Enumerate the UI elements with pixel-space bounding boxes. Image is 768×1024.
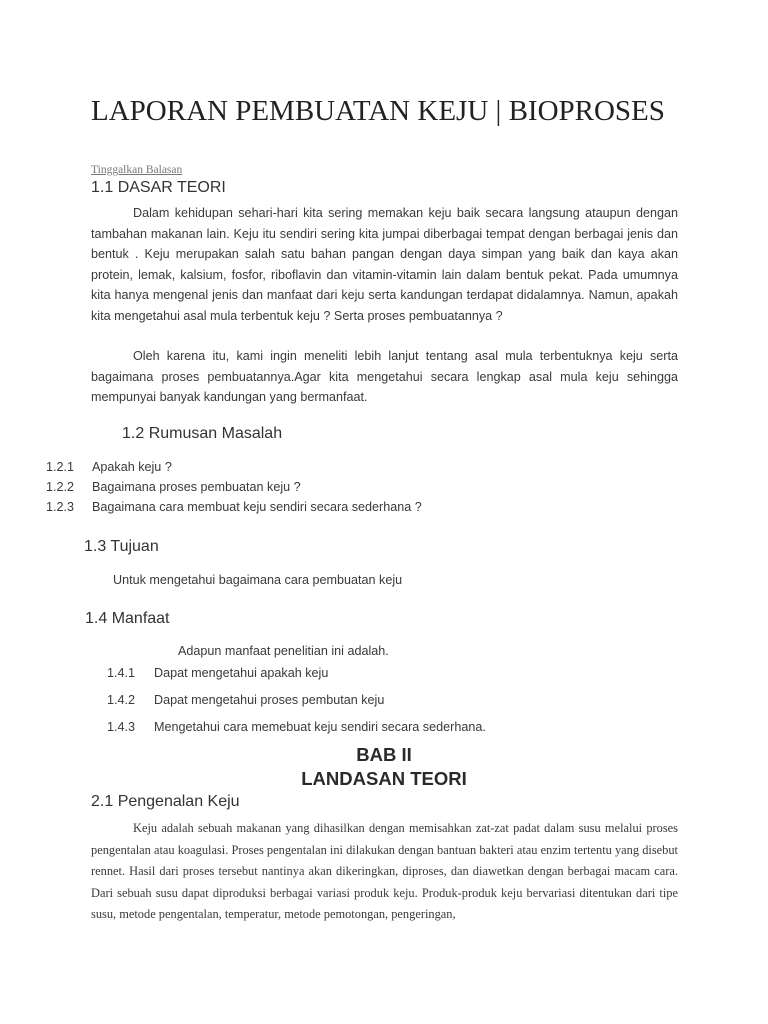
manfaat-item	[107, 693, 384, 707]
rumusan-item-number: 1.2.1	[46, 460, 75, 474]
rumusan-item	[46, 500, 422, 514]
leave-reply-link[interactable]: Tinggalkan Balasan	[91, 164, 183, 176]
dasar-teori-paragraph-2-text: Oleh karena itu, kami ingin meneliti lebih lanjut tentang asal mula terbentuknya keju serta bagaimana proses pembuatannya.Agar kita mengetahui secara lengkap asal mula keju sehingga mempunyai banyak kandungan yang bermanfaat.	[91, 349, 678, 404]
chapter-label: BAB II	[356, 744, 412, 765]
rumusan-item-number: 1.2.2	[46, 480, 75, 494]
section-heading-manfaat: 1.4 Manfaat	[85, 610, 170, 627]
manfaat-item	[107, 720, 486, 734]
pengenalan-keju-paragraph	[91, 818, 678, 926]
page-title: LAPORAN PEMBUATAN KEJU | BIOPROSES	[91, 95, 665, 127]
manfaat-item	[107, 666, 328, 680]
rumusan-item-number: 1.2.3	[46, 500, 75, 514]
manfaat-item-text: Dapat mengetahui proses pembutan keju	[154, 693, 385, 707]
tujuan-text: Untuk mengetahui bagaimana cara pembuatan keju	[113, 573, 403, 587]
rumusan-item-text: Bagaimana proses pembuatan keju ?	[92, 480, 301, 494]
rumusan-item-text: Apakah keju ?	[92, 460, 172, 474]
manfaat-item-text: Mengetahui cara memebuat keju sendiri secara sederhana.	[154, 720, 486, 734]
rumusan-item	[46, 480, 301, 494]
manfaat-item-number: 1.4.3	[107, 720, 136, 734]
rumusan-item-text: Bagaimana cara membuat keju sendiri secara sederhana ?	[92, 500, 422, 514]
dasar-teori-paragraph-1	[91, 203, 678, 326]
dasar-teori-paragraph-2	[91, 346, 678, 408]
manfaat-item-number: 1.4.2	[107, 693, 136, 707]
dasar-teori-paragraph-1-text: Dalam kehidupan sehari-hari kita sering memakan keju baik secara langsung ataupun dengan tambahan makanan lain. Keju itu sendiri sering kita jumpai diberbagai tempat dengan berbagai jenis dan bentuk . Keju merupakan salah satu bahan pangan dengan daya simpan yang baik dan kaya akan protein, lemak, kalsium, fosfor, riboflavin dan vitamin-vitamin lain dalam bentuk pekat. Pada umumnya kita hanya mengenal jenis dan manfaat dari keju serta kandungan terdapat didalamnya. Namun, apakah kita mengetahui asal mula terbentuk keju ? Serta proses pembuatannya ?	[91, 206, 678, 323]
pengenalan-keju-paragraph-text: Keju adalah sebuah makanan yang dihasilkan dengan memisahkan zat-zat padat dalam susu melalui proses pengentalan atau koagulasi. Proses pengentalan ini dilakukan dengan bantuan bakteri atau enzim tertentu yang disebut rennet. Hasil dari proses tersebut nantinya akan dikeringkan, diproses, dan diawetkan dengan berbagai macam cara. Dari sebuah susu dapat diproduksi berbagai variasi produk keju. Produk-produk keju bervariasi ditentukan dari tipe susu, metode pengentalan, temperatur, metode pemotongan, pengeringan,	[91, 821, 678, 921]
section-heading-rumusan-masalah: 1.2 Rumusan Masalah	[122, 425, 283, 442]
section-heading-dasar-teori: 1.1 DASAR TEORI	[91, 179, 226, 196]
section-heading-pengenalan-keju: 2.1 Pengenalan Keju	[91, 793, 240, 810]
rumusan-item	[46, 460, 172, 474]
chapter-title: LANDASAN TEORI	[301, 768, 467, 789]
manfaat-intro: Adapun manfaat penelitian ini adalah.	[178, 644, 389, 658]
manfaat-item-text: Dapat mengetahui apakah keju	[154, 666, 329, 680]
manfaat-item-number: 1.4.1	[107, 666, 136, 680]
section-heading-tujuan: 1.3 Tujuan	[84, 538, 159, 555]
